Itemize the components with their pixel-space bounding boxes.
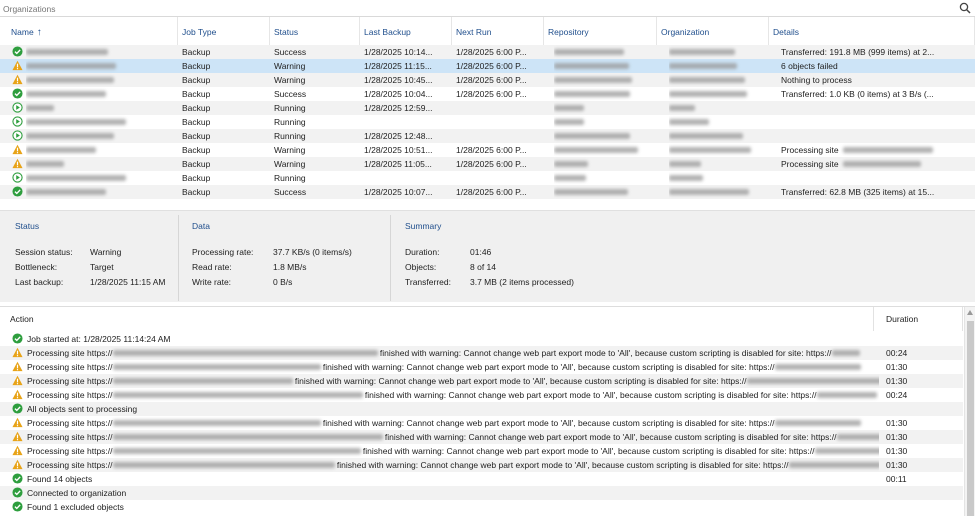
log-message-text: Connected to organization: [27, 488, 127, 498]
log-row[interactable]: [0, 486, 963, 500]
redacted-site-url: [775, 364, 861, 370]
action-log: [0, 306, 975, 515]
job-next-run: 1/28/2025 6:00 P...: [456, 187, 527, 197]
log-duration: 01:30: [886, 432, 908, 442]
panel-field-value: 1/28/2025 11:15 AM: [90, 277, 166, 287]
job-last-backup: 1/28/2025 10:04...: [364, 89, 433, 99]
panel-field-value: 0 B/s: [273, 277, 293, 287]
job-repository: [554, 101, 654, 115]
job-details: [781, 73, 973, 87]
redacted-site-url: [837, 434, 880, 440]
job-status: Success: [274, 89, 307, 99]
job-status: Success: [274, 47, 307, 57]
log-message: [27, 374, 879, 388]
job-repository: [554, 115, 654, 129]
log-message: [27, 388, 879, 402]
log-scrollbar[interactable]: [964, 307, 975, 516]
job-status: Running: [274, 131, 306, 141]
job-next-run: 1/28/2025 6:00 P...: [456, 159, 527, 169]
search-icon[interactable]: [959, 2, 971, 14]
duration-column-header[interactable]: Duration: [876, 307, 963, 331]
job-name: [26, 143, 176, 157]
column-header-label: Job Type: [182, 27, 217, 37]
session-details-panel: [0, 210, 975, 302]
log-row[interactable]: [0, 388, 963, 402]
job-name: [26, 157, 176, 171]
warning-triangle-icon: [12, 158, 23, 169]
panel-section-title: Data: [192, 221, 210, 231]
log-message-warning-text: finished with warning: Cannot change web part export mode to 'All', because custom scripting is disabled for site: https://: [360, 446, 815, 456]
warning-triangle-icon: [12, 74, 23, 85]
log-row[interactable]: [0, 416, 963, 430]
log-message-text: Processing site https://: [27, 376, 113, 386]
column-header-status[interactable]: [270, 17, 360, 45]
log-duration: 00:11: [886, 474, 907, 484]
redacted-repository: [554, 49, 624, 55]
log-message: [27, 430, 879, 444]
warning-triangle-icon: [12, 347, 23, 358]
redacted-repository: [554, 63, 629, 69]
redacted-site-url: [113, 378, 293, 384]
warning-triangle-icon: [12, 144, 23, 155]
job-row[interactable]: [0, 115, 975, 129]
job-last-backup: 1/28/2025 12:48...: [364, 131, 433, 141]
redacted-job-name: [26, 77, 114, 83]
running-play-icon: [12, 172, 23, 183]
job-repository: [554, 171, 654, 185]
job-organization: [669, 171, 767, 185]
redacted-repository: [554, 147, 638, 153]
job-status: Success: [274, 187, 307, 197]
job-details: [781, 143, 973, 157]
log-row[interactable]: [0, 360, 963, 374]
job-last-backup: 1/28/2025 10:07...: [364, 187, 433, 197]
job-row[interactable]: [0, 101, 975, 115]
job-job-type: Backup: [182, 159, 211, 169]
success-check-icon: [12, 186, 23, 197]
redacted-site-url: [843, 161, 921, 167]
job-details: [781, 87, 973, 101]
redacted-site-url: [815, 448, 880, 454]
job-last-backup: 1/28/2025 11:15...: [364, 61, 432, 71]
job-name: [26, 101, 176, 115]
job-details-text: Transferred: 62.8 MB (325 items) at 15...: [781, 187, 935, 197]
job-name: [26, 171, 176, 185]
job-last-backup: 1/28/2025 10:14...: [364, 47, 433, 57]
organizations-search-input[interactable]: [3, 2, 953, 15]
job-status: Running: [274, 117, 306, 127]
job-last-backup: 1/28/2025 10:45...: [364, 75, 433, 85]
job-row[interactable]: [0, 157, 975, 171]
running-play-icon: [12, 102, 23, 113]
column-header-repository[interactable]: [544, 17, 657, 45]
log-message: [27, 472, 879, 486]
job-details: [781, 171, 973, 185]
column-header-label: Repository: [548, 27, 589, 37]
log-duration: 01:30: [886, 460, 908, 470]
column-header-organization[interactable]: [657, 17, 769, 45]
warning-triangle-icon: [12, 459, 23, 470]
job-repository: [554, 157, 654, 171]
log-message-warning-text: finished with warning: Cannot change web part export mode to 'All', because custom scripting is disabled for site: https://: [362, 390, 817, 400]
job-details: [781, 115, 973, 129]
panel-section-title: Status: [15, 221, 40, 231]
log-message: [27, 346, 879, 360]
redacted-organization: [669, 161, 701, 167]
redacted-site-url: [843, 147, 933, 153]
job-organization: [669, 115, 767, 129]
redacted-job-name: [26, 147, 96, 153]
job-name: [26, 59, 176, 73]
redacted-site-url: [113, 462, 335, 468]
job-job-type: Backup: [182, 61, 211, 71]
job-name: [26, 87, 176, 101]
log-message-warning-text: finished with warning: Cannot change web part export mode to 'All', because custom scripting is disabled for site: https://: [320, 418, 775, 428]
redacted-repository: [554, 175, 586, 181]
job-job-type: Backup: [182, 103, 211, 113]
job-details: [781, 101, 973, 115]
panel-field-value: Warning: [90, 247, 122, 257]
scroll-up-arrow-icon[interactable]: [967, 310, 973, 315]
log-message-text: Processing site https://: [27, 432, 113, 442]
warning-triangle-icon: [12, 445, 23, 456]
redacted-organization: [669, 119, 709, 125]
job-organization: [669, 157, 767, 171]
panel-field-label: Objects:: [405, 262, 437, 272]
job-name: [26, 185, 176, 199]
job-repository: [554, 59, 654, 73]
job-organization: [669, 59, 767, 73]
redacted-organization: [669, 133, 743, 139]
log-row[interactable]: [0, 346, 963, 360]
redacted-site-url: [817, 392, 877, 398]
job-repository: [554, 185, 654, 199]
log-message-text: Processing site https://: [27, 460, 113, 470]
warning-triangle-icon: [12, 361, 23, 372]
redacted-organization: [669, 105, 695, 111]
redacted-job-name: [26, 189, 106, 195]
scroll-thumb[interactable]: [967, 321, 974, 516]
job-row[interactable]: [0, 129, 975, 143]
job-organization: [669, 45, 767, 59]
organizations-search-bar: [0, 0, 975, 17]
column-header-job-type[interactable]: [178, 17, 270, 45]
job-details: [781, 157, 973, 171]
log-message-text: Found 14 objects: [27, 474, 93, 484]
redacted-repository: [554, 189, 628, 195]
log-message: [27, 332, 879, 346]
log-row[interactable]: [0, 444, 963, 458]
job-next-run: 1/28/2025 6:00 P...: [456, 145, 527, 155]
panel-field-label: Write rate:: [192, 277, 232, 287]
log-message: [27, 486, 879, 500]
warning-triangle-icon: [12, 431, 23, 442]
column-header-label: Organization: [661, 27, 710, 37]
warning-triangle-icon: [12, 60, 23, 71]
job-name: [26, 73, 176, 87]
job-row[interactable]: [0, 45, 975, 59]
job-repository: [554, 45, 654, 59]
redacted-site-url: [113, 350, 378, 356]
log-row[interactable]: [0, 458, 963, 472]
redacted-organization: [669, 91, 747, 97]
log-message-text: Processing site https://: [27, 390, 113, 400]
job-details-text: Transferred: 191.8 MB (999 items) at 2...: [781, 47, 935, 57]
job-row[interactable]: [0, 143, 975, 157]
redacted-organization: [669, 77, 745, 83]
job-row[interactable]: [0, 185, 975, 199]
column-header-label: Status: [274, 27, 299, 37]
job-row[interactable]: [0, 59, 975, 73]
column-header-last-backup[interactable]: [360, 17, 452, 45]
jobs-table: [0, 17, 975, 203]
job-details-text: Transferred: 1.0 KB (0 items) at 3 B/s (...: [781, 89, 934, 99]
job-details-text: Processing site: [781, 145, 839, 155]
log-message: [27, 444, 879, 458]
job-job-type: Backup: [182, 47, 211, 57]
job-next-run: 1/28/2025 6:00 P...: [456, 75, 527, 85]
panel-section-title: Summary: [405, 221, 442, 231]
job-organization: [669, 73, 767, 87]
panel-field-label: Processing rate:: [192, 247, 254, 257]
job-status: Running: [274, 173, 306, 183]
redacted-job-name: [26, 119, 126, 125]
job-last-backup: 1/28/2025 12:59...: [364, 103, 433, 113]
job-job-type: Backup: [182, 145, 211, 155]
log-message-warning-text: finished with warning: Cannot change web part export mode to 'All', because custom scripting is disabled for site: https://: [382, 432, 837, 442]
column-header-next-run[interactable]: [452, 17, 544, 45]
redacted-organization: [669, 49, 735, 55]
success-check-icon: [12, 333, 23, 344]
job-job-type: Backup: [182, 131, 211, 141]
log-row[interactable]: [0, 500, 963, 514]
log-message-text: All objects sent to processing: [27, 404, 138, 414]
job-last-backup: [364, 115, 450, 129]
job-next-run: [456, 129, 542, 143]
log-message-text: Processing site https://: [27, 348, 113, 358]
log-duration: 01:30: [886, 376, 908, 386]
success-check-icon: [12, 501, 23, 512]
log-message: [27, 500, 879, 514]
job-organization: [669, 87, 767, 101]
redacted-repository: [554, 105, 584, 111]
job-repository: [554, 143, 654, 157]
redacted-site-url: [832, 350, 860, 356]
job-last-backup: [364, 171, 450, 185]
redacted-job-name: [26, 49, 108, 55]
job-next-run: [456, 171, 542, 185]
log-message: [27, 360, 879, 374]
panel-field-value: 37.7 KB/s (0 items/s): [273, 247, 352, 257]
log-message-text: Processing site https://: [27, 446, 113, 456]
job-row[interactable]: [0, 73, 975, 87]
panel-field-value: 8 of 14: [470, 262, 496, 272]
job-job-type: Backup: [182, 187, 211, 197]
log-row[interactable]: [0, 402, 963, 416]
log-message-warning-text: finished with warning: Cannot change web part export mode to 'All', because custom scripting is disabled for site: https://: [377, 348, 832, 358]
redacted-site-url: [113, 392, 363, 398]
redacted-repository: [554, 133, 630, 139]
job-organization: [669, 129, 767, 143]
job-job-type: Backup: [182, 173, 211, 183]
panel-section-summary: [0, 211, 975, 303]
log-row[interactable]: [0, 332, 963, 346]
job-status: Warning: [274, 145, 306, 155]
log-message: [27, 416, 879, 430]
column-header-details[interactable]: [769, 17, 975, 45]
job-details-text: Nothing to process: [781, 75, 852, 85]
log-message-warning-text: finished with warning: Cannot change web part export mode to 'All', because custom scripting is disabled for site: https://: [292, 376, 747, 386]
column-header-label: Name: [11, 27, 34, 37]
job-next-run: [456, 115, 542, 129]
log-duration: 01:30: [886, 362, 908, 372]
sort-ascending-icon[interactable]: ↑: [36, 27, 42, 38]
redacted-site-url: [113, 364, 321, 370]
job-details: [781, 45, 973, 59]
success-check-icon: [12, 88, 23, 99]
job-status: Warning: [274, 61, 306, 71]
job-details: [781, 59, 973, 73]
log-message-text: Processing site https://: [27, 418, 113, 428]
warning-triangle-icon: [12, 389, 23, 400]
job-next-run: 1/28/2025 6:00 P...: [456, 47, 527, 57]
log-message-text: Job started at: 1/28/2025 11:14:24 AM: [27, 334, 171, 344]
log-message-warning-text: finished with warning: Cannot change web part export mode to 'All', because custom scripting is disabled for site: https://: [320, 362, 775, 372]
warning-triangle-icon: [12, 417, 23, 428]
redacted-repository: [554, 77, 632, 83]
redacted-repository: [554, 161, 588, 167]
log-duration: 00:24: [886, 348, 908, 358]
panel-field-label: Transferred:: [405, 277, 451, 287]
redacted-site-url: [775, 420, 861, 426]
job-repository: [554, 129, 654, 143]
job-job-type: Backup: [182, 89, 211, 99]
log-message-text: Found 1 excluded objects: [27, 502, 124, 512]
panel-field-label: Session status:: [15, 247, 73, 257]
job-details-text: Processing site: [781, 159, 839, 169]
job-organization: [669, 143, 767, 157]
panel-field-label: Duration:: [405, 247, 440, 257]
job-organization: [669, 185, 767, 199]
log-duration: 01:30: [886, 446, 908, 456]
job-repository: [554, 87, 654, 101]
job-name: [26, 129, 176, 143]
redacted-job-name: [26, 105, 54, 111]
log-message: [27, 402, 879, 416]
log-row[interactable]: [0, 430, 963, 444]
redacted-job-name: [26, 161, 64, 167]
column-header-name[interactable]: [0, 17, 178, 45]
log-row[interactable]: [0, 472, 963, 486]
log-message: [27, 458, 879, 472]
success-check-icon: [12, 403, 23, 414]
job-repository: [554, 73, 654, 87]
column-header-label: Last Backup: [364, 27, 411, 37]
panel-field-value: 1.8 MB/s: [273, 262, 307, 272]
redacted-site-url: [113, 434, 383, 440]
redacted-organization: [669, 175, 703, 181]
job-next-run: 1/28/2025 6:00 P...: [456, 61, 527, 71]
job-row[interactable]: [0, 171, 975, 185]
job-job-type: Backup: [182, 117, 211, 127]
job-name: [26, 115, 176, 129]
job-details-text: 6 objects failed: [781, 61, 838, 71]
job-details: [781, 185, 973, 199]
redacted-site-url: [747, 378, 880, 384]
job-next-run: [456, 101, 542, 115]
log-duration: 01:30: [886, 418, 908, 428]
job-status: Warning: [274, 75, 306, 85]
redacted-job-name: [26, 91, 106, 97]
warning-triangle-icon: [12, 375, 23, 386]
success-check-icon: [12, 46, 23, 57]
job-organization: [669, 101, 767, 115]
redacted-repository: [554, 119, 584, 125]
running-play-icon: [12, 116, 23, 127]
success-check-icon: [12, 487, 23, 498]
panel-field-label: Last backup:: [15, 277, 64, 287]
action-column-header[interactable]: Action: [0, 307, 874, 331]
column-header-label: Details: [773, 27, 799, 37]
panel-field-label: Bottleneck:: [15, 262, 58, 272]
redacted-site-url: [789, 462, 880, 468]
redacted-site-url: [113, 420, 321, 426]
running-play-icon: [12, 130, 23, 141]
column-header-label: Next Run: [456, 27, 492, 37]
panel-field-value: 3.7 MB (2 items processed): [470, 277, 574, 287]
job-job-type: Backup: [182, 75, 211, 85]
redacted-organization: [669, 63, 737, 69]
job-next-run: 1/28/2025 6:00 P...: [456, 89, 527, 99]
panel-field-value: Target: [90, 262, 114, 272]
redacted-site-url: [113, 448, 361, 454]
redacted-job-name: [26, 63, 116, 69]
job-row[interactable]: [0, 87, 975, 101]
log-message-text: Processing site https://: [27, 362, 113, 372]
redacted-job-name: [26, 175, 126, 181]
job-status: Warning: [274, 159, 306, 169]
job-last-backup: 1/28/2025 11:05...: [364, 159, 432, 169]
panel-field-value: 01:46: [470, 247, 492, 257]
redacted-repository: [554, 91, 630, 97]
job-details: [781, 129, 973, 143]
redacted-job-name: [26, 133, 114, 139]
redacted-organization: [669, 147, 751, 153]
job-name: [26, 45, 176, 59]
job-status: Running: [274, 103, 306, 113]
redacted-organization: [669, 189, 749, 195]
success-check-icon: [12, 473, 23, 484]
log-message-warning-text: finished with warning: Cannot change web part export mode to 'All', because custom scripting is disabled for site: https://: [334, 460, 789, 470]
log-row[interactable]: [0, 374, 963, 388]
job-last-backup: 1/28/2025 10:51...: [364, 145, 433, 155]
log-duration: 00:24: [886, 390, 908, 400]
panel-field-label: Read rate:: [192, 262, 232, 272]
